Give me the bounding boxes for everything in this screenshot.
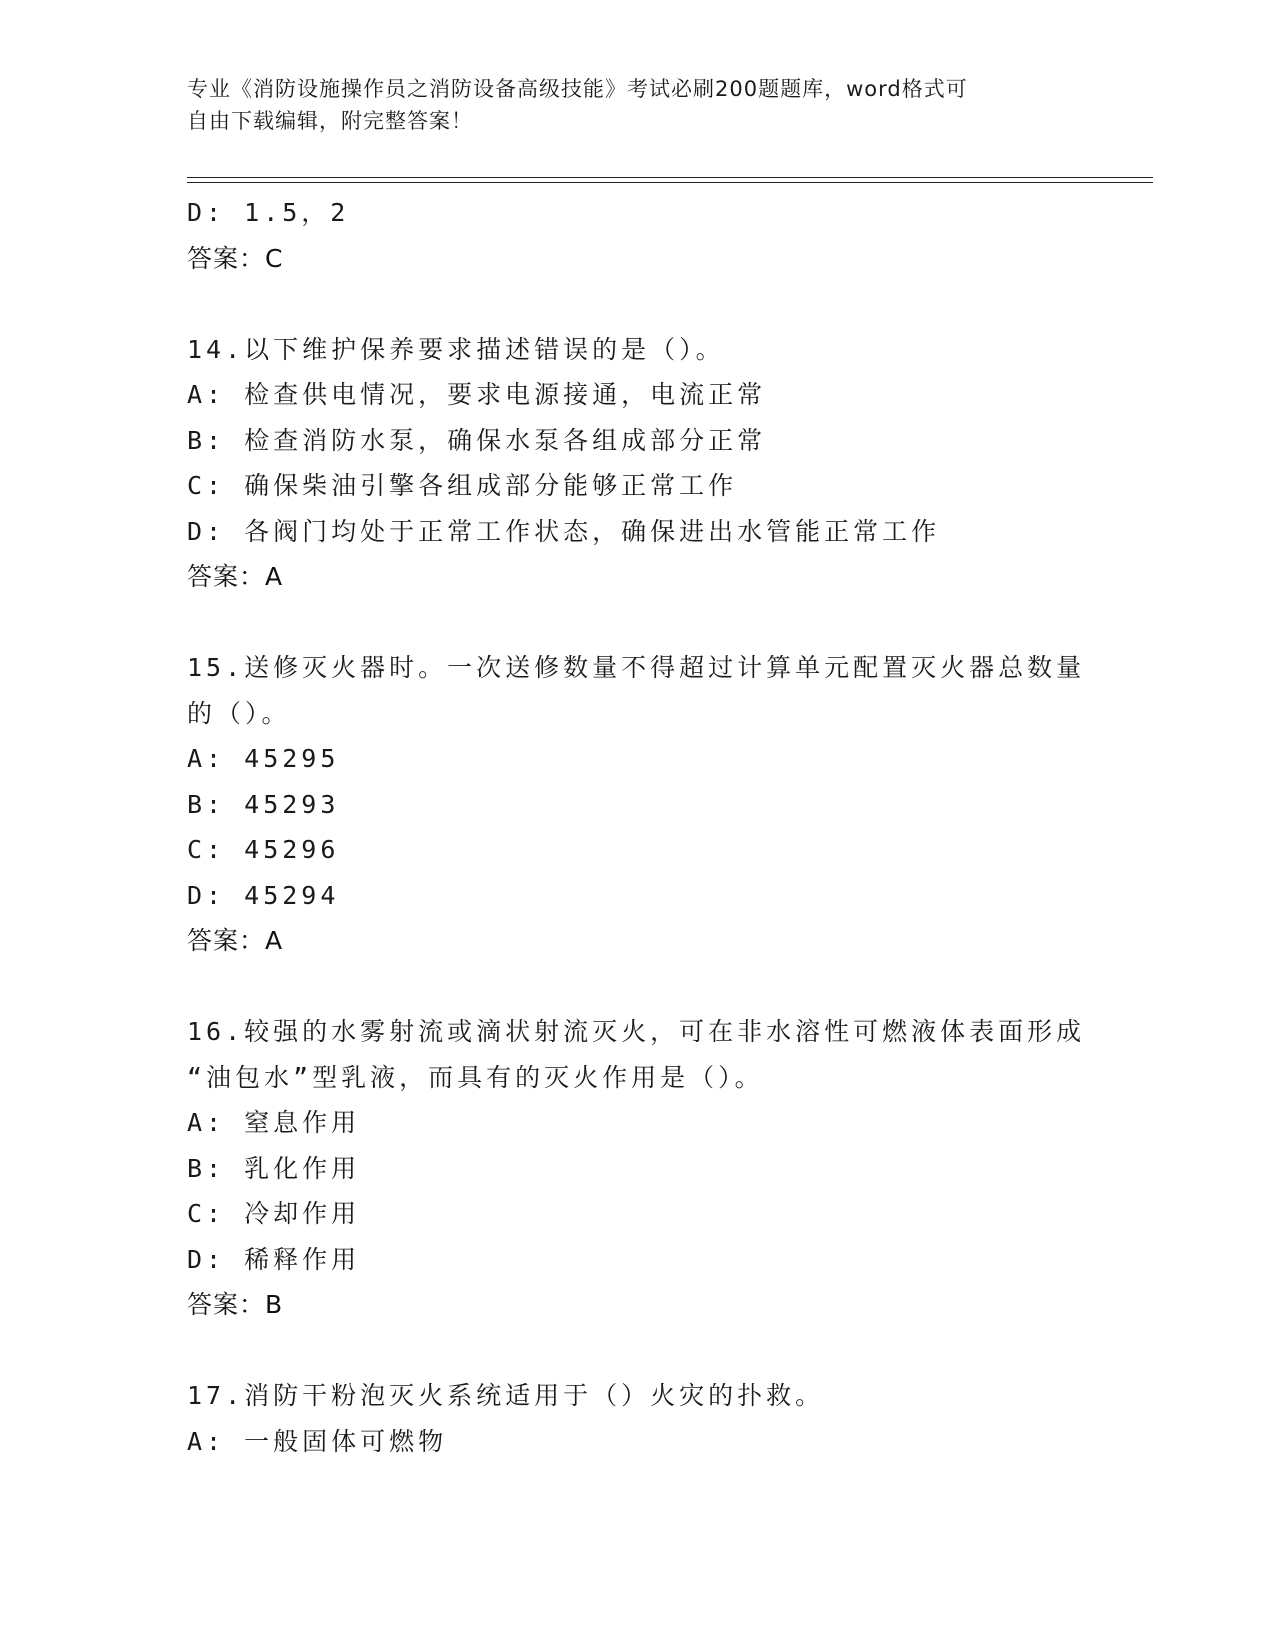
option-d: D: 1.5，2 [187,198,350,227]
option-c: C: 45296 [187,835,340,864]
answer-line: 答案：A [187,926,284,955]
option-a: A: 检查供电情况，要求电源接通，电流正常 [187,380,767,409]
question-stem: 14.以下维护保养要求描述错误的是（）。 [187,334,725,364]
question-17 [187,1373,1087,1464]
question-15 [187,645,1087,964]
option-d: D: 各阀门均处于正常工作状态，确保进出水管能正常工作 [187,516,941,546]
question-list [187,190,1087,1464]
spacer [187,964,1087,1010]
option-d: D: 45294 [187,880,340,910]
document-header [187,73,1067,137]
option-b: B: 检查消防水泵，确保水泵各组成部分正常 [187,425,767,455]
answer-line: 答案：C [187,243,284,273]
option-b: B: 乳化作用 [187,1153,361,1183]
option-b: B: 45293 [187,789,340,819]
previous-question-tail [187,190,1087,281]
spacer [187,281,1087,327]
option-a: A: 一般固体可燃物 [187,1426,448,1456]
question-stem: 15.送修灭火器时。一次送修数量不得超过计算单元配置灭火器总数量 [187,653,1086,682]
header-line-1: 专业《消防设施操作员之消防设备高级技能》考试必刷200题题库，word格式可 [187,77,968,101]
question-stem: 17.消防干粉泡灭火系统适用于（）火灾的扑救。 [187,1381,825,1410]
option-a: A: 45295 [187,744,340,773]
question-stem: 16.较强的水雾射流或滴状射流灭火，可在非水溶性可燃液体表面形成 [187,1017,1086,1046]
spacer [187,1328,1087,1374]
question-16 [187,1009,1087,1328]
question-14 [187,327,1087,600]
header-divider-top [187,177,1153,178]
option-c: C: 确保柴油引擎各组成部分能够正常工作 [187,471,738,500]
answer-line: 答案：B [187,1290,284,1319]
header-divider-bottom [187,182,1153,183]
answer-line: 答案：A [187,562,284,591]
question-stem-continued: 的（）。 [187,698,291,728]
question-stem-continued: “油包水”型乳液，而具有的灭火作用是（）。 [187,1062,764,1092]
option-a: A: 窒息作用 [187,1108,361,1137]
option-d: D: 稀释作用 [187,1244,361,1274]
option-c: C: 冷却作用 [187,1199,361,1228]
header-line-2: 自由下载编辑，附完整答案！ [187,109,473,133]
spacer [187,600,1087,646]
